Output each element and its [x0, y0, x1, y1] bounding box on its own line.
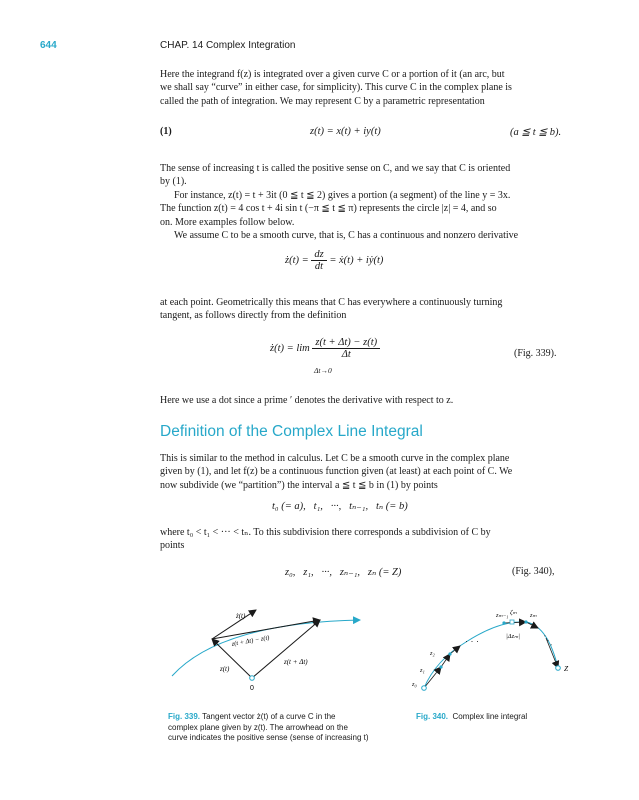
p6-line-2: points	[160, 540, 185, 552]
point-zm	[524, 620, 527, 623]
point-zm1	[502, 621, 505, 624]
label-zdot: ż(t)	[236, 612, 246, 620]
page-number: 644	[40, 40, 57, 51]
paragraph-6	[160, 526, 592, 553]
paragraph-4: Here we use a dot since a prime ′ denotes the derivative with respect to z.	[160, 395, 454, 406]
p2-line-5: on. More examples follow below.	[160, 216, 295, 228]
label-origin: 0	[250, 685, 254, 692]
fig339-caption-2: complex plane given by z(t). The arrowhead on the	[168, 722, 348, 732]
fig339-caption-label: Fig. 339.	[168, 712, 201, 721]
eq1-range: (a ≦ t ≦ b).	[510, 127, 562, 138]
fig340-caption	[416, 712, 527, 723]
eq5-ref: (Fig. 340),	[512, 566, 555, 577]
p2-line-1: The sense of increasing t is called the positive sense on C, and we say that C is oriented	[160, 163, 511, 174]
section-title: Definition of the Complex Line Integral	[160, 423, 423, 440]
p2-line-2: by (1).	[160, 176, 187, 188]
position-vector-ztdt	[252, 620, 320, 678]
curve-c	[424, 622, 558, 688]
point-z0	[422, 686, 427, 691]
label-diff: z(t + Δt) − z(t)	[231, 634, 271, 648]
eq3-sub: Δt→0	[314, 366, 332, 375]
intro-line-1: Here the integrand f(z) is integrated over a given curve C or a portion of it (an arc, but	[160, 69, 505, 80]
p2-line-4: The function z(t) = 4 cos t + 4i sin t (−π ≦ t ≦ π) represents the circle |z| = 4, and so	[160, 203, 497, 215]
label-Z: Z	[564, 664, 569, 673]
intro-paragraph	[160, 68, 592, 108]
eq2	[285, 249, 383, 272]
dots-left: · · ·	[465, 636, 479, 646]
eq3-ref: (Fig. 339).	[514, 348, 557, 359]
p2-line-6: We assume C to be a smooth curve, that is, C has a continuous and nonzero derivative	[174, 230, 519, 242]
fig339-caption-3: curve indicates the positive sense (sense of increasing t)	[168, 733, 369, 742]
label-z2: z₂	[430, 650, 435, 657]
fig340-caption-text: Complex line integral	[452, 712, 528, 721]
eq2-den: dt	[314, 261, 324, 272]
point-zeta	[510, 620, 514, 624]
p3-line-1: at each point. Geometrically this means that C has everywhere a continuously turning	[160, 297, 503, 308]
p5-line-3: now subdivide (we “partition”) the interval a ≦ t ≦ b in (1) by points	[160, 479, 438, 491]
label-zeta: ζₘ	[510, 609, 517, 616]
paragraph-5	[160, 452, 592, 492]
p3-line-2: tangent, as follows directly from the definition	[160, 310, 347, 322]
eq2-num: dz	[311, 249, 326, 261]
chapter-title: CHAP. 14 Complex Integration	[160, 40, 296, 51]
fig340-caption-label: Fig. 340.	[416, 712, 449, 721]
label-z1: z₁	[420, 667, 425, 674]
point-z2	[448, 652, 451, 655]
eq3-num: z(t + Δt) − z(t)	[312, 337, 380, 349]
eq5-body: z₀, z₁, ···, zₙ₋₁, zₙ (= Z)	[285, 567, 402, 578]
label-zm: zₘ	[530, 612, 537, 619]
curve-c	[172, 620, 360, 676]
fig339-caption	[168, 712, 408, 744]
p5-line-2: given by (1), and let f(z) be a continuous function given (at least) at each point of C. We	[160, 466, 513, 478]
intro-line-2: we shall say “curve” in either case, for simplicity). This curve C in the complex plane is	[160, 82, 512, 94]
label-dz: |Δzₘ|	[506, 633, 520, 640]
label-z0: z₀	[412, 681, 417, 688]
eq4: t₀ (= a), t₁, ···, tₙ₋₁, tₙ (= b)	[272, 501, 408, 512]
label-zm1: zₘ₋₁	[496, 612, 509, 619]
point-z1	[439, 665, 442, 668]
dots-right: · · ·	[540, 631, 557, 649]
eq1-body: z(t) = x(t) + iy(t)	[310, 126, 381, 137]
paragraph-2	[160, 162, 592, 242]
eq3-den: Δt	[341, 349, 351, 360]
origin-point	[250, 676, 255, 681]
label-ztdt: z(t + Δt)	[284, 658, 308, 666]
eq2-lhs: ż(t) =	[285, 254, 309, 266]
eq1-label: (1)	[160, 126, 172, 137]
paragraph-3	[160, 296, 592, 323]
eq3-lhs: ż(t) = lim	[270, 342, 310, 354]
p6-line-1: where t₀ < t₁ < ··· < tₙ. To this subdivision there corresponds a subdivision of C by	[160, 527, 491, 538]
eq2-rhs: = ẋ(t) + iẏ(t)	[329, 254, 384, 266]
intro-line-3: called the path of integration. We may represent C by a parametric representation	[160, 95, 485, 107]
point-Z	[556, 666, 561, 671]
label-zt: z(t)	[220, 665, 230, 673]
p5-line-1: This is similar to the method in calculus. Let C be a smooth curve in the complex plane	[160, 453, 510, 464]
fig340-diagram	[408, 598, 578, 706]
p2-line-3: For instance, z(t) = t + 3it (0 ≦ t ≦ 2) gives a portion (a segment) of the line y = 3x.	[174, 189, 511, 201]
fig339-diagram	[170, 598, 400, 708]
eq3	[270, 337, 380, 360]
fig339-caption-1: Tangent vector ż(t) of a curve C in the	[202, 712, 336, 721]
